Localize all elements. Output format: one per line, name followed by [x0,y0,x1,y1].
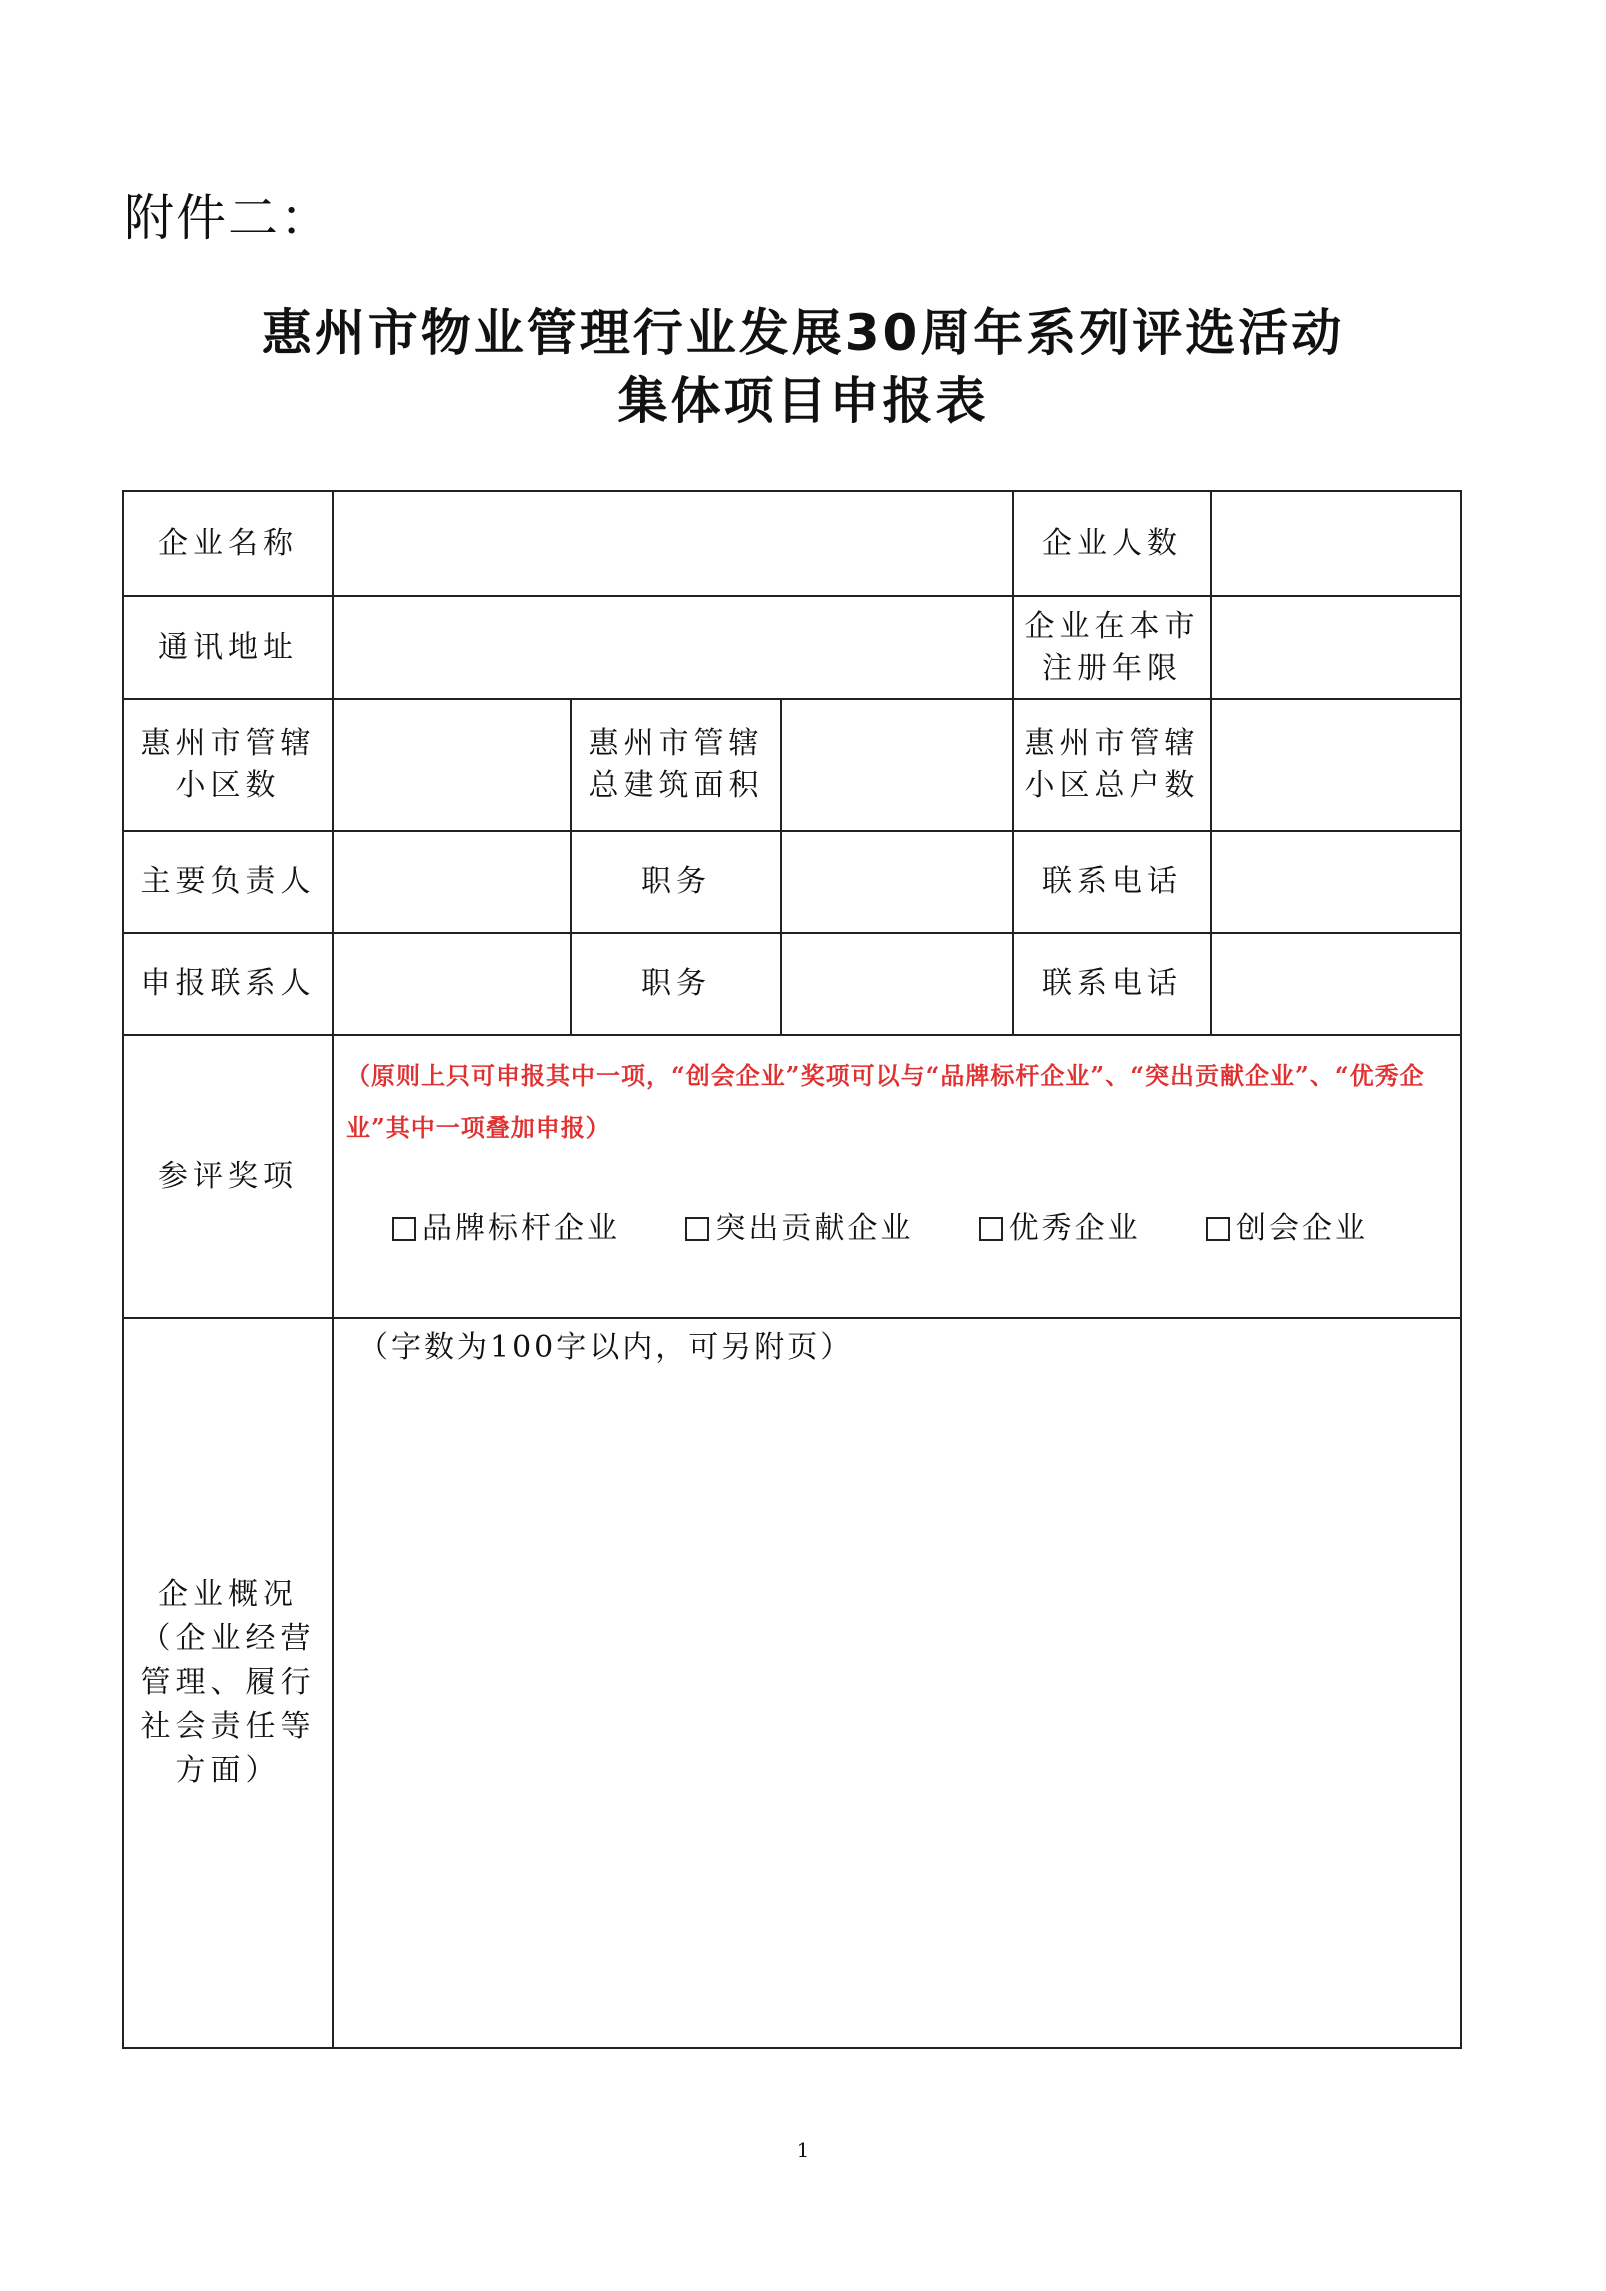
award-options [346,1208,1448,1250]
employee-count-label: 企业人数 [1013,491,1211,596]
applicant-contact-field[interactable] [333,933,571,1035]
award-option-brand[interactable] [392,1208,620,1250]
award-option-founding[interactable] [1206,1208,1368,1250]
employee-count-field[interactable] [1211,491,1461,596]
principal-field[interactable] [333,831,571,933]
total-building-area-label: 惠州市管辖总建筑面积 [571,699,781,831]
applicant-phone-label: 联系电话 [1013,933,1211,1035]
award-option-label: 创会企业 [1235,1211,1368,1246]
checkbox-icon[interactable] [392,1217,416,1241]
registration-years-label: 企业在本市注册年限 [1013,596,1211,699]
applicant-position-label: 职务 [571,933,781,1035]
page-number: 1 [796,2138,810,2162]
application-form-table [122,490,1462,2049]
award-cell [333,1035,1461,1318]
document-title-line2: 集体项目申报表 [617,372,989,430]
principal-position-label: 职务 [571,831,781,933]
company-name-label: 企业名称 [123,491,333,596]
applicant-contact-label: 申报联系人 [123,933,333,1035]
checkbox-icon[interactable] [979,1217,1003,1241]
award-note: （原则上只可申报其中一项，“创会企业”奖项可以与“品牌标杆企业”、“突出贡献企业”、“优秀企业”其中一项叠加申报） [346,1061,1425,1142]
document-title-line1: 惠州市物业管理行业发展30周年系列评选活动 [261,304,1345,362]
address-field[interactable] [333,596,1013,699]
award-option-label: 品牌标杆企业 [422,1211,620,1246]
principal-phone-field[interactable] [1211,831,1461,933]
total-households-field[interactable] [1211,699,1461,831]
principal-label: 主要负责人 [123,831,333,933]
overview-label: 企业概况（企业经营管理、履行社会责任等方面） [123,1318,333,2048]
award-option-excellent[interactable] [979,1208,1141,1250]
applicant-phone-field[interactable] [1211,933,1461,1035]
principal-position-field[interactable] [781,831,1013,933]
checkbox-icon[interactable] [685,1217,709,1241]
registration-years-field[interactable] [1211,596,1461,699]
checkbox-icon[interactable] [1206,1217,1230,1241]
managed-communities-label: 惠州市管辖小区数 [123,699,333,831]
total-building-area-field[interactable] [781,699,1013,831]
award-option-label: 优秀企业 [1008,1211,1141,1246]
managed-communities-field[interactable] [333,699,571,831]
overview-hint: （字数为100字以内，可另附页） [358,1330,854,1365]
total-households-label: 惠州市管辖小区总户数 [1013,699,1211,831]
company-name-field[interactable] [333,491,1013,596]
award-option-contribution[interactable] [685,1208,913,1250]
applicant-position-field[interactable] [781,933,1013,1035]
overview-field[interactable] [333,1318,1461,2048]
award-option-label: 突出贡献企业 [715,1211,914,1246]
award-label: 参评奖项 [123,1035,333,1318]
principal-phone-label: 联系电话 [1013,831,1211,933]
address-label: 通讯地址 [123,596,333,699]
attachment-label: 附件二： [124,189,332,247]
